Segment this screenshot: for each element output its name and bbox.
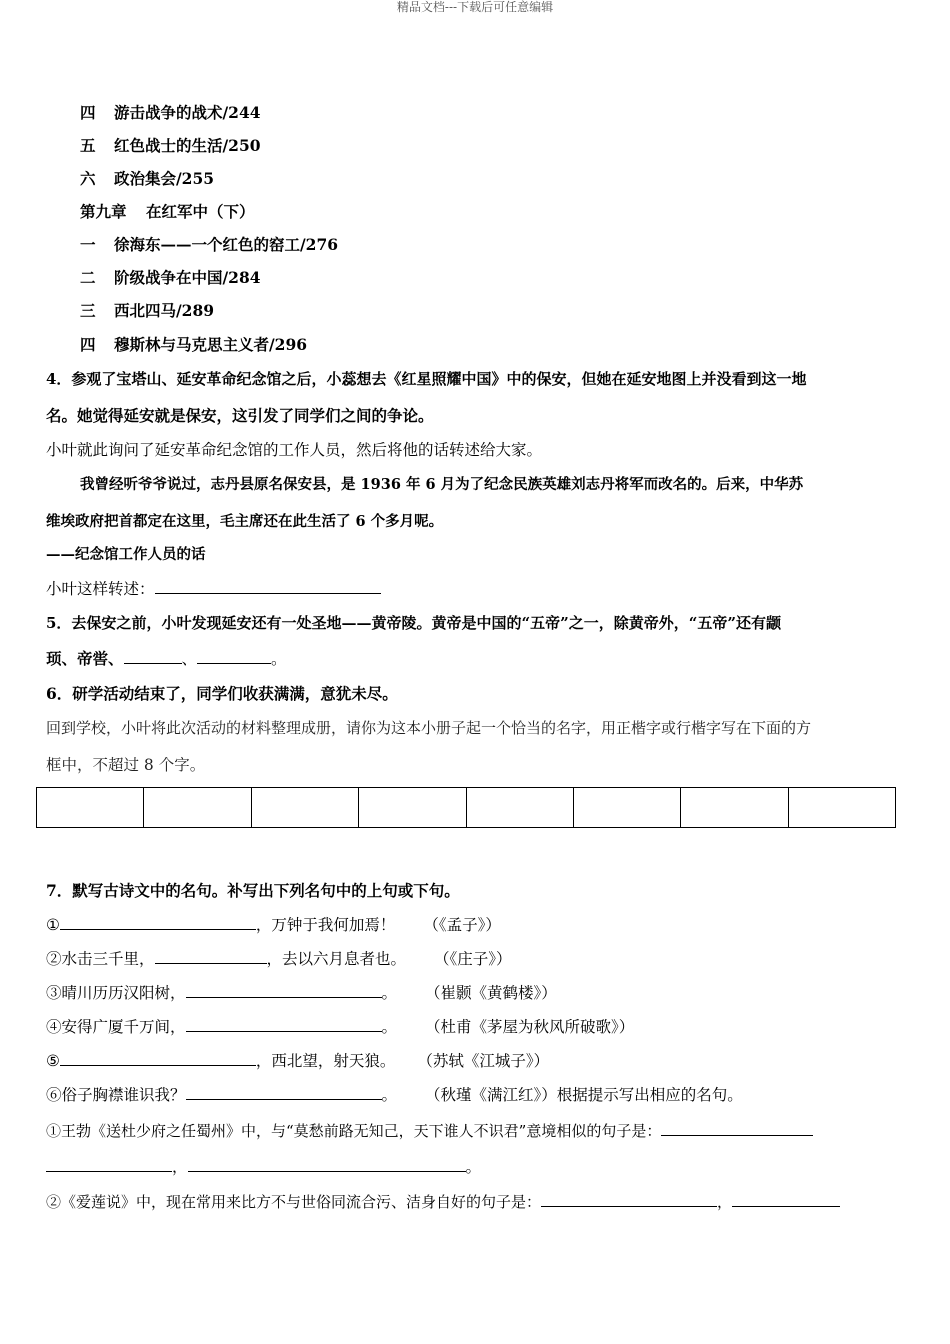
toc-num: 第九章 xyxy=(80,202,127,221)
q7-item-text: 。 xyxy=(381,1086,398,1104)
q4-answer-blank[interactable] xyxy=(155,579,381,594)
q7-item-source: （杜甫《茅屋为秋风所破歌》） xyxy=(425,1018,635,1036)
q7-item-4 xyxy=(46,1017,634,1037)
q7-item-text: ，去以六月息者也。 xyxy=(266,950,407,968)
q7-item-text: 。 xyxy=(381,984,398,1002)
q7-item-mark: ⑥俗子胸襟谁识我？ xyxy=(46,1086,186,1104)
q7-sub1-blank-3[interactable] xyxy=(188,1157,466,1172)
q5-line1: 5．去保安之前，小叶发现延安还有一处圣地——黄帝陵。黄帝是中国的“五帝”之一，除黄帝外，“五帝”还有颛 xyxy=(46,614,781,632)
page-header: 精品文档---下载后可任意编辑 xyxy=(396,0,554,14)
q7-sub2-blank-1[interactable] xyxy=(541,1192,717,1207)
q7-item-mark: ③晴川历历汉阳树， xyxy=(46,984,186,1002)
toc-title: 穆斯林与马克思主义者/296 xyxy=(114,335,308,354)
toc-num: 四 xyxy=(80,335,96,354)
q7-sub1-end: 。 xyxy=(465,1158,482,1176)
q7-sub1-blank-2[interactable] xyxy=(46,1157,172,1172)
toc-title: 西北四马/289 xyxy=(114,301,215,320)
q7-item-3 xyxy=(46,983,557,1003)
q5-line2 xyxy=(46,649,287,669)
toc-item xyxy=(80,103,261,123)
toc-num: 五 xyxy=(80,136,96,155)
toc-num: 三 xyxy=(80,301,96,320)
q5-blank-1[interactable] xyxy=(124,649,182,664)
q7-sub1-comma: ， xyxy=(172,1158,188,1176)
q7-item-6 xyxy=(46,1085,743,1105)
answer-grid xyxy=(36,787,896,828)
toc-num: 二 xyxy=(80,268,96,287)
q4-line2: 名。她觉得延安就是保安，这引发了同学们之间的争论。 xyxy=(46,406,434,425)
toc-title: 游击战争的战术/244 xyxy=(114,103,261,122)
toc-item xyxy=(80,169,214,189)
toc-title: 政治集会/255 xyxy=(114,169,215,188)
q7-item-source: （苏轼《江城子》） xyxy=(417,1052,550,1070)
q7-item-source: （《孟子》） xyxy=(423,916,501,934)
grid-cell[interactable] xyxy=(359,788,466,827)
toc-chapter xyxy=(80,202,255,222)
q5-line2-text: 顼、帝喾、 xyxy=(46,649,124,668)
grid-cell[interactable] xyxy=(144,788,251,827)
q4-attribution: ——纪念馆工作人员的话 xyxy=(46,546,206,563)
q7-sub1-text: ①王勃《送杜少府之任蜀州》中，与“莫愁前路无知己，天下谁人不识君”意境相似的句子是： xyxy=(46,1122,662,1140)
q7-sub1-cont xyxy=(46,1157,481,1177)
q7-item-2 xyxy=(46,949,512,969)
q7-item-mark: ④安得广厦千万间， xyxy=(46,1018,186,1036)
q7-item-mark: ① xyxy=(46,916,60,934)
toc-title: 徐海东——一个红色的窑工/276 xyxy=(114,235,339,254)
q6-line3: 框中，不超过 8 个字。 xyxy=(46,756,206,774)
q7-blank[interactable] xyxy=(186,1085,382,1100)
grid-cell[interactable] xyxy=(252,788,359,827)
q4-answer-line xyxy=(46,579,381,599)
q4-line1: 4．参观了宝塔山、延安革命纪念馆之后，小蕊想去《红星照耀中国》中的保安，但她在延安地图上并没看到这一地 xyxy=(46,370,807,388)
q7-item-1 xyxy=(46,915,501,935)
q7-blank[interactable] xyxy=(60,1051,256,1066)
grid-cell[interactable] xyxy=(37,788,144,827)
toc-item xyxy=(80,301,214,321)
grid-cell[interactable] xyxy=(574,788,681,827)
q5-blank-2[interactable] xyxy=(197,649,271,664)
toc-item xyxy=(80,335,307,355)
q7-blank[interactable] xyxy=(186,1017,382,1032)
q7-sub2-blank-2[interactable] xyxy=(732,1192,840,1207)
q7-item-mark: ②水击三千里， xyxy=(46,950,155,968)
grid-cell[interactable] xyxy=(467,788,574,827)
toc-num: 四 xyxy=(80,103,96,122)
grid-cell[interactable] xyxy=(789,788,895,827)
q7-item-source: （崔颢《黄鹤楼》） xyxy=(425,984,557,1002)
q4-quote-line1: 我曾经听爷爷说过，志丹县原名保安县，是 1936 年 6 月为了纪念民族英雄刘志丹将军而改名的。后来，中华苏 xyxy=(80,476,804,493)
q5-end: 。 xyxy=(271,650,287,668)
toc-num: 一 xyxy=(80,235,96,254)
toc-item xyxy=(80,235,338,255)
q7-sub2 xyxy=(46,1192,840,1212)
q6-line2: 回到学校，小叶将此次活动的材料整理成册，请你为这本小册子起一个恰当的名字，用正楷字或行楷字写在下面的方 xyxy=(46,719,812,737)
q7-sub1-blank-1[interactable] xyxy=(661,1121,813,1136)
toc-item xyxy=(80,268,261,288)
toc-num: 六 xyxy=(80,169,96,188)
q7-item-text: 。 xyxy=(381,1018,398,1036)
q7-sub2-text: ②《爱莲说》中，现在常用来比方不与世俗同流合污、洁身自好的句子是： xyxy=(46,1193,542,1211)
q4-line3: 小叶就此询问了延安革命纪念馆的工作人员，然后将他的话转述给大家。 xyxy=(46,441,543,459)
q7-item-5 xyxy=(46,1051,549,1071)
grid-cell[interactable] xyxy=(681,788,788,827)
toc-item xyxy=(80,136,261,156)
q7-item-source: （《庄子》） xyxy=(434,950,512,968)
q7-sub2-comma: ， xyxy=(717,1193,733,1211)
q7-blank[interactable] xyxy=(186,983,382,998)
toc-title: 阶级战争在中国/284 xyxy=(114,268,261,287)
q7-sub1 xyxy=(46,1121,813,1141)
toc-title: 在红军中（下） xyxy=(146,202,255,221)
q5-separator: 、 xyxy=(181,650,198,668)
q7-item-text: ，万钟于我何加焉！ xyxy=(255,916,396,934)
q7-item-mark: ⑤ xyxy=(46,1052,60,1070)
q7-item-source: （秋瑾《满江红》）根据提示写出相应的名句。 xyxy=(425,1086,743,1104)
q4-quote-line2: 维埃政府把首都定在这里，毛主席还在此生活了 6 个多月呢。 xyxy=(46,513,444,530)
q7-title: 7．默写古诗文中的名句。补写出下列名句中的上句或下句。 xyxy=(46,881,460,900)
q7-blank[interactable] xyxy=(155,949,267,964)
q4-prompt: 小叶这样转述： xyxy=(46,580,155,598)
q6-line1: 6．研学活动结束了，同学们收获满满，意犹未尽。 xyxy=(46,684,398,703)
q7-item-text: ，西北望，射天狼。 xyxy=(255,1052,396,1070)
q7-blank[interactable] xyxy=(60,915,256,930)
toc-title: 红色战士的生活/250 xyxy=(114,136,261,155)
